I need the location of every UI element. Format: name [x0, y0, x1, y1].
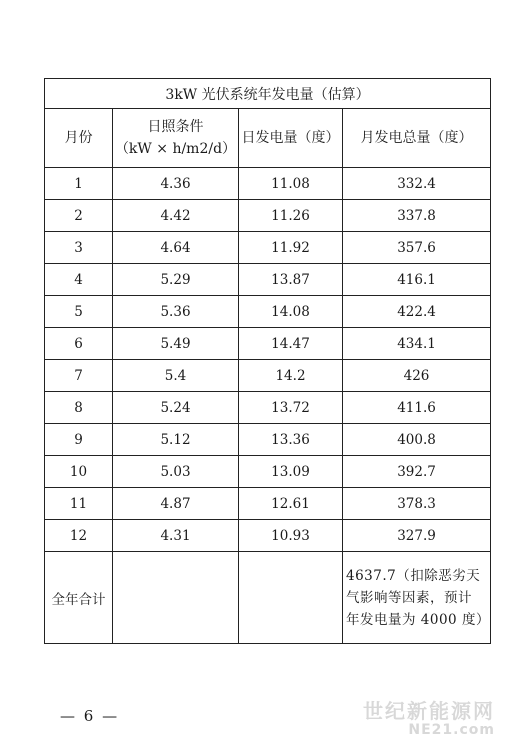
- cell-daily: 14.08: [239, 296, 343, 328]
- cell-sunshine: 4.87: [113, 488, 239, 520]
- cell-month: 8: [45, 392, 113, 424]
- table-row: [45, 360, 491, 392]
- cell-month: 1: [45, 168, 113, 200]
- cell-sunshine: 5.49: [113, 328, 239, 360]
- cell-daily: 11.08: [239, 168, 343, 200]
- header-sunshine: [113, 109, 239, 168]
- cell-sunshine: 5.12: [113, 424, 239, 456]
- cell-daily: 11.92: [239, 232, 343, 264]
- total-monthly-note: [343, 552, 491, 644]
- power-generation-table-container: [44, 78, 490, 644]
- total-daily: [239, 552, 343, 644]
- cell-month: 3: [45, 232, 113, 264]
- cell-sunshine: 4.36: [113, 168, 239, 200]
- table-row: [45, 328, 491, 360]
- table-row: [45, 488, 491, 520]
- table-row: [45, 424, 491, 456]
- power-generation-table: [44, 78, 491, 644]
- cell-month: 12: [45, 520, 113, 552]
- cell-monthly: 327.9: [343, 520, 491, 552]
- cell-daily: 13.09: [239, 456, 343, 488]
- table-row: [45, 296, 491, 328]
- header-monthly: 月发电总量（度）: [343, 109, 491, 168]
- header-month: 月份: [45, 109, 113, 168]
- cell-sunshine: 5.4: [113, 360, 239, 392]
- cell-month: 11: [45, 488, 113, 520]
- cell-month: 5: [45, 296, 113, 328]
- cell-monthly: 378.3: [343, 488, 491, 520]
- total-note-line3: 年发电量为 4000 度）: [346, 611, 490, 628]
- header-sunshine-line1: 日照条件: [147, 119, 204, 135]
- cell-month: 10: [45, 456, 113, 488]
- total-sunshine: [113, 552, 239, 644]
- cell-monthly: 411.6: [343, 392, 491, 424]
- table-row: [45, 456, 491, 488]
- total-label: 全年合计: [45, 552, 113, 644]
- cell-daily: 14.2: [239, 360, 343, 392]
- cell-month: 9: [45, 424, 113, 456]
- cell-daily: 12.61: [239, 488, 343, 520]
- cell-daily: 13.72: [239, 392, 343, 424]
- cell-sunshine: 5.03: [113, 456, 239, 488]
- watermark-cn: 世纪新能源网: [363, 699, 495, 723]
- table-row: [45, 168, 491, 200]
- header-sunshine-line2: （kW × h/m2/d）: [114, 141, 237, 157]
- watermark-logo: [345, 700, 495, 740]
- table-total-row: [45, 552, 491, 644]
- cell-month: 7: [45, 360, 113, 392]
- cell-month: 6: [45, 328, 113, 360]
- cell-sunshine: 5.29: [113, 264, 239, 296]
- page-number: — 6 —: [60, 707, 120, 725]
- cell-daily: 13.87: [239, 264, 343, 296]
- total-note-line1: 4637.7（扣除恶劣天: [346, 567, 481, 584]
- cell-daily: 13.36: [239, 424, 343, 456]
- cell-monthly: 337.8: [343, 200, 491, 232]
- cell-sunshine: 4.42: [113, 200, 239, 232]
- table-row: [45, 264, 491, 296]
- cell-sunshine: 4.64: [113, 232, 239, 264]
- header-daily: 日发电量（度）: [239, 109, 343, 168]
- cell-sunshine: 5.36: [113, 296, 239, 328]
- watermark-en: NE21.com: [408, 722, 495, 738]
- cell-daily: 14.47: [239, 328, 343, 360]
- table-data-body: [45, 168, 491, 552]
- cell-monthly: 426: [343, 360, 491, 392]
- cell-monthly: 416.1: [343, 264, 491, 296]
- cell-month: 4: [45, 264, 113, 296]
- table-row: [45, 200, 491, 232]
- cell-month: 2: [45, 200, 113, 232]
- table-title: 3kW 光伏系统年发电量（估算）: [45, 79, 491, 109]
- cell-daily: 10.93: [239, 520, 343, 552]
- cell-monthly: 332.4: [343, 168, 491, 200]
- cell-monthly: 400.8: [343, 424, 491, 456]
- cell-monthly: 357.6: [343, 232, 491, 264]
- cell-monthly: 392.7: [343, 456, 491, 488]
- table-row: [45, 392, 491, 424]
- table-row: [45, 232, 491, 264]
- table-title-row: [45, 79, 491, 109]
- total-note-line2: 气影响等因素，预计: [346, 589, 472, 606]
- table-row: [45, 520, 491, 552]
- cell-daily: 11.26: [239, 200, 343, 232]
- table-header-row: [45, 109, 491, 168]
- cell-monthly: 422.4: [343, 296, 491, 328]
- cell-sunshine: 4.31: [113, 520, 239, 552]
- cell-sunshine: 5.24: [113, 392, 239, 424]
- cell-monthly: 434.1: [343, 328, 491, 360]
